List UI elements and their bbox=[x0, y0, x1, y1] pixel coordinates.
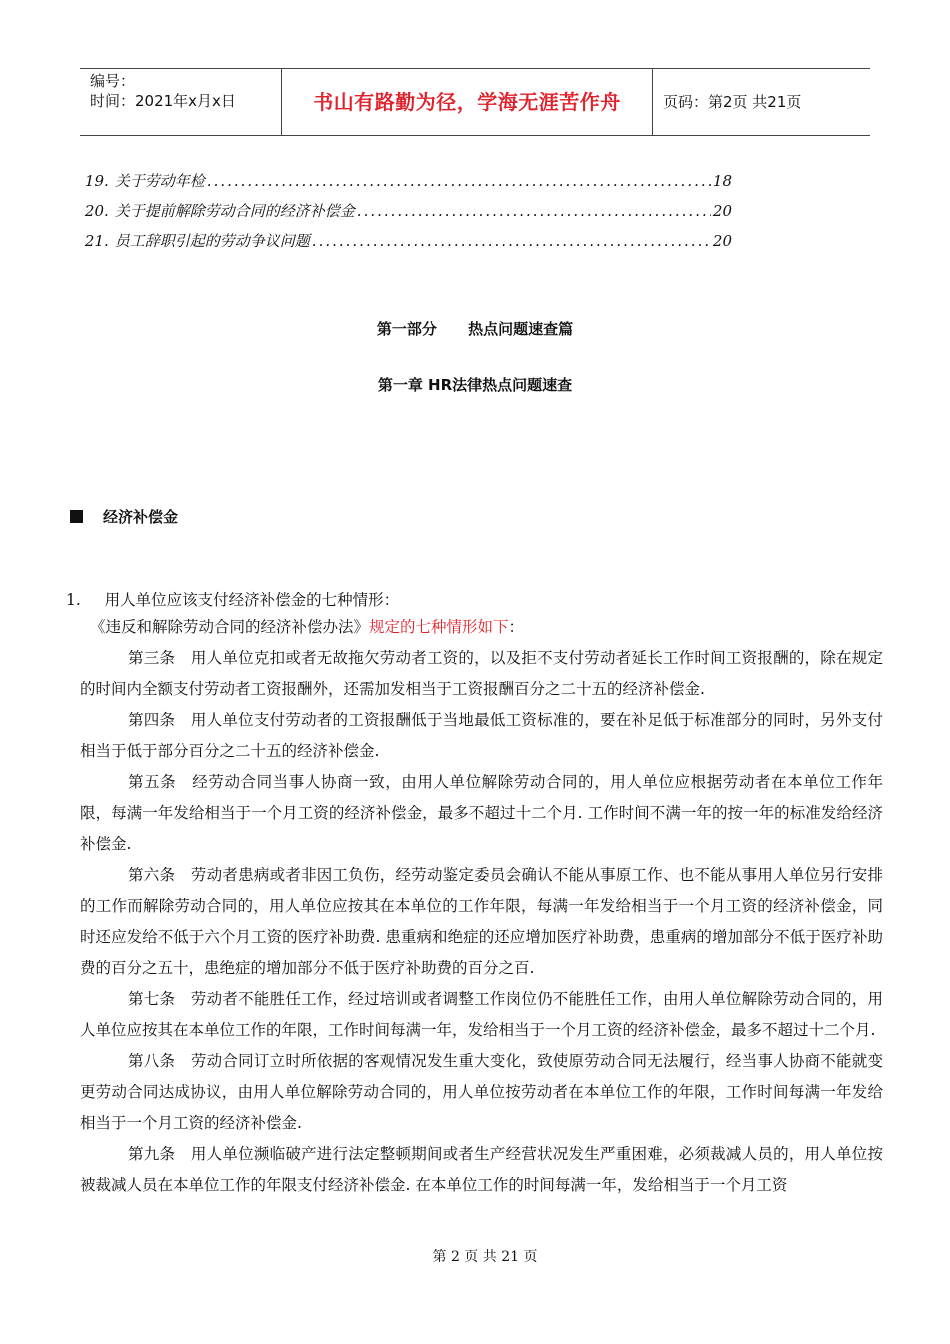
toc-page: 20 bbox=[712, 202, 732, 220]
toc-leader bbox=[357, 202, 711, 220]
date-line: 时间：2021年x月x日 bbox=[90, 92, 236, 110]
source-tail: ： bbox=[508, 618, 525, 636]
toc-page: 18 bbox=[712, 172, 732, 190]
article-9: 第九条 用人单位濒临破产进行法定整顿期间或者生产经营状况发生严重困难，必须裁减人员的，用人单位按被裁减人员在本单位工作的年限支付经济补偿金. 在本单位工作的时间每满一年，发给相当于一个月工资 bbox=[80, 1145, 883, 1194]
article-4: 第四条 用人单位支付劳动者的工资报酬低于当地最低工资标准的，要在补足低于标准部分的同时，另外支付相当于低于部分百分之二十五的经济补偿金. bbox=[80, 711, 883, 760]
section-heading bbox=[70, 506, 178, 527]
article-7: 第七条 劳动者不能胜任工作，经过培训或者调整工作岗位仍不能胜任工作，由用人单位解除劳动合同的，用人单位应按其在本单位工作的年限，工作时间每满一年，发给相当于一个月工资的经济补偿金，最多不超过十二个月. bbox=[80, 990, 883, 1039]
page-footer: 第 2 页 共 21 页 bbox=[432, 1249, 538, 1265]
item-heading-text: 用人单位应该支付经济补偿金的七种情形： bbox=[104, 591, 400, 609]
header-page-info: 页码：第2页 共21页 bbox=[663, 93, 802, 111]
source-line bbox=[80, 612, 883, 643]
article-6: 第六条 劳动者患病或者非因工负伤，经劳动鉴定委员会确认不能从事原工作、也不能从事用人单位另行安排的工作而解除劳动合同的，用人单位应按其在本单位的工作年限，每满一年发给相当于一个月工资的经济补偿金，同时还应发给不低于六个月工资的医疗补助费. 患重病和绝症的还应增加医疗补助费，患重病的增加部分不低于医疗补助费的百分之五十，患绝症的增加部分不低于医疗补助费的百分之百. bbox=[80, 866, 883, 977]
toc-leader bbox=[207, 172, 711, 190]
chapter-title: 第一章 HR法律热点问题速查 bbox=[377, 376, 573, 394]
toc-page: 20 bbox=[712, 232, 732, 250]
toc-number: 21 bbox=[84, 232, 104, 250]
article-8: 第八条 劳动合同订立时所依据的客观情况发生重大变化，致使原劳动合同无法履行，经当事人协商不能就变更劳动合同达成协议，由用人单位解除劳动合同的，用人单位按劳动者在本单位工作的年限，工作时间每满一年发给相当于一个月工资的经济补偿金. bbox=[80, 1052, 883, 1132]
item-heading bbox=[66, 588, 399, 610]
source-highlight: 规定的七种情形如下 bbox=[369, 618, 509, 636]
toc-title: 员工辞职引起的劳动争议问题 bbox=[114, 232, 310, 250]
square-bullet-icon bbox=[70, 510, 83, 523]
article-5: 第五条 经劳动合同当事人协商一致，由用人单位解除劳动合同的，用人单位应根据劳动者在本单位工作年限，每满一年发给相当于一个月工资的经济补偿金，最多不超过十二个月. 工作时间不满一年的按一年的标准发给经济补偿金. bbox=[80, 773, 883, 853]
page-header bbox=[80, 68, 870, 136]
source-law: 《违反和解除劳动合同的经济补偿办法》 bbox=[90, 618, 370, 636]
toc-number: 20 bbox=[84, 202, 104, 220]
article-3: 第三条 用人单位克扣或者无故拖欠劳动者工资的，以及拒不支付劳动者延长工作时间工资报酬的，除在规定的时间内全额支付劳动者工资报酬外，还需加发相当于工资报酬百分之二十五的经济补偿金. bbox=[80, 649, 883, 698]
toc-number: 19 bbox=[84, 172, 104, 190]
article-body bbox=[80, 612, 883, 1201]
toc-title: 关于劳动年检 bbox=[114, 172, 205, 190]
toc-leader bbox=[312, 232, 711, 250]
item-number: 1. bbox=[66, 591, 81, 609]
toc-title: 关于提前解除劳动合同的经济补偿金 bbox=[114, 202, 355, 220]
part-title: 第一部分 热点问题速查篇 bbox=[376, 320, 574, 338]
toc-entry[interactable]: 20 . 关于提前解除劳动合同的经济补偿金 ..... 20 bbox=[80, 200, 732, 221]
section-title: 经济补偿金 bbox=[103, 508, 179, 526]
number-label: 编号： bbox=[90, 72, 136, 90]
toc-entry[interactable]: 21 . 员工辞职引起的劳动争议问题 ..... 20 bbox=[80, 230, 732, 251]
header-meta bbox=[80, 69, 281, 135]
toc-entry[interactable]: 19 . 关于劳动年检 ..... 18 bbox=[80, 170, 732, 191]
header-motto: 书山有路勤为径，学海无涯苦作舟 bbox=[281, 69, 653, 135]
